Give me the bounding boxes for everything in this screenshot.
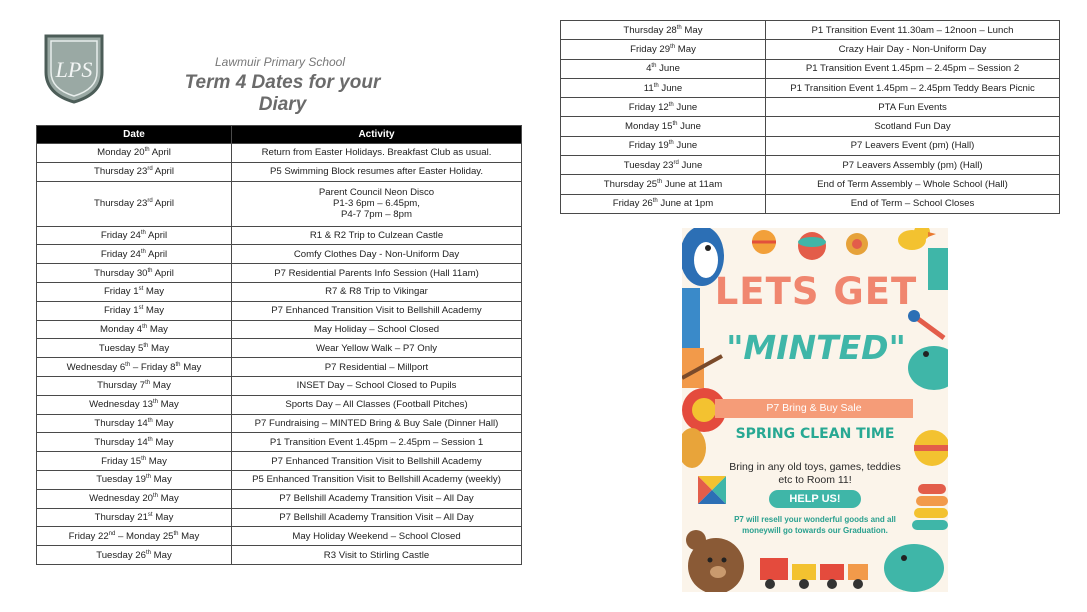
- date-cell: 4th June: [561, 59, 766, 78]
- table-row: [561, 59, 1060, 78]
- table-row: [37, 282, 522, 301]
- table-row: [37, 226, 522, 245]
- activity-cell: P7 Fundraising – MINTED Bring & Buy Sale (Dinner Hall): [232, 414, 522, 433]
- table-row: [561, 194, 1060, 213]
- date-cell: Tuesday 5th May: [37, 339, 232, 358]
- date-cell: Friday 24th April: [37, 245, 232, 264]
- table-row: [37, 489, 522, 508]
- date-cell: Friday 29th May: [561, 40, 766, 59]
- table-row: [37, 301, 522, 320]
- table-row: [37, 395, 522, 414]
- page-title: Term 4 Dates for your Diary: [184, 72, 381, 115]
- activity-cell: P5 Swimming Block resumes after Easter Holiday.: [232, 162, 522, 181]
- table-row: [561, 156, 1060, 175]
- table-row: [561, 21, 1060, 40]
- school-name: Lawmuir Primary School: [214, 55, 346, 69]
- logo-letters: LPS: [55, 57, 93, 82]
- table-row: [561, 175, 1060, 194]
- table-row: [37, 144, 522, 163]
- poster-minted: "MINTED": [726, 328, 906, 367]
- table-row: [37, 546, 522, 565]
- activity-cell: Crazy Hair Day - Non-Uniform Day: [766, 40, 1060, 59]
- date-cell: Thursday 14th May: [37, 414, 232, 433]
- bring-and-buy-poster: [682, 228, 948, 592]
- table-row: [561, 40, 1060, 59]
- date-cell: Friday 1st May: [37, 301, 232, 320]
- column-header-date: Date: [37, 126, 232, 144]
- activity-cell: P7 Enhanced Transition Visit to Bellshill Academy: [232, 301, 522, 320]
- poster-banner: P7 Bring & Buy Sale: [715, 399, 913, 418]
- table-row: [37, 508, 522, 527]
- table-row: [37, 358, 522, 377]
- date-cell: Thursday 23rd April: [37, 181, 232, 226]
- date-cell: Wednesday 13th May: [37, 395, 232, 414]
- date-cell: 11th June: [561, 78, 766, 97]
- activity-cell: Sports Day – All Classes (Football Pitches): [232, 395, 522, 414]
- activity-cell: May Holiday – School Closed: [232, 320, 522, 339]
- date-cell: Friday 19th June: [561, 136, 766, 155]
- date-cell: Friday 1st May: [37, 282, 232, 301]
- activity-cell: Return from Easter Holidays. Breakfast Club as usual.: [232, 144, 522, 163]
- table-row: [37, 320, 522, 339]
- table-row: [37, 162, 522, 181]
- activity-cell: End of Term Assembly – Whole School (Hall): [766, 175, 1060, 194]
- poster-footer: P7 will resell your wonderful goods and all moneywill go towards our Graduation.: [734, 515, 896, 535]
- date-cell: Friday 24th April: [37, 226, 232, 245]
- poster-headline: LETS GET: [714, 270, 918, 313]
- table-row: [37, 264, 522, 283]
- school-logo: [42, 32, 106, 104]
- date-cell: Friday 26th June at 1pm: [561, 194, 766, 213]
- activity-cell: End of Term – School Closes: [766, 194, 1060, 213]
- date-cell: Tuesday 19th May: [37, 470, 232, 489]
- activity-cell: P1 Transition Event 1.45pm – 2.45pm – Session 2: [766, 59, 1060, 78]
- activity-cell: R3 Visit to Stirling Castle: [232, 546, 522, 565]
- table-row: [37, 527, 522, 546]
- activity-cell: R1 & R2 Trip to Culzean Castle: [232, 226, 522, 245]
- date-cell: Tuesday 26th May: [37, 546, 232, 565]
- date-cell: Thursday 23rd April: [37, 162, 232, 181]
- table-row: [37, 414, 522, 433]
- activity-cell: P7 Leavers Assembly (pm) (Hall): [766, 156, 1060, 175]
- table-row: [37, 452, 522, 471]
- date-cell: Thursday 14th May: [37, 433, 232, 452]
- activity-cell: R7 & R8 Trip to Vikingar: [232, 282, 522, 301]
- activity-cell: P7 Enhanced Transition Visit to Bellshill Academy: [232, 452, 522, 471]
- date-cell: Friday 22nd – Monday 25th May: [37, 527, 232, 546]
- table-row: [561, 78, 1060, 97]
- term-dates-table-left: [36, 125, 522, 565]
- activity-cell: P1 Transition Event 1.45pm – 2.45pm Teddy Bears Picnic: [766, 78, 1060, 97]
- date-cell: Monday 20th April: [37, 144, 232, 163]
- poster-subhead: SPRING CLEAN TIME: [735, 426, 895, 442]
- table-row: [561, 136, 1060, 155]
- activity-cell: Comfy Clothes Day - Non-Uniform Day: [232, 245, 522, 264]
- date-cell: Monday 15th June: [561, 117, 766, 136]
- table-row: [37, 433, 522, 452]
- activity-cell: May Holiday Weekend – School Closed: [232, 527, 522, 546]
- date-cell: Thursday 30th April: [37, 264, 232, 283]
- activity-cell: INSET Day – School Closed to Pupils: [232, 376, 522, 395]
- table-row: [37, 245, 522, 264]
- activity-cell: P7 Bellshill Academy Transition Visit – All Day: [232, 508, 522, 527]
- date-cell: Friday 12th June: [561, 98, 766, 117]
- date-cell: Tuesday 23rd June: [561, 156, 766, 175]
- date-cell: Thursday 25th June at 11am: [561, 175, 766, 194]
- date-cell: Thursday 7th May: [37, 376, 232, 395]
- activity-cell: Scotland Fun Day: [766, 117, 1060, 136]
- date-cell: Friday 15th May: [37, 452, 232, 471]
- activity-cell: Wear Yellow Walk – P7 Only: [232, 339, 522, 358]
- poster-body: Bring in any old toys, games, teddies etc to Room 11!: [729, 461, 901, 486]
- activity-cell: P7 Bellshill Academy Transition Visit – All Day: [232, 489, 522, 508]
- date-cell: Thursday 21st May: [37, 508, 232, 527]
- activity-cell: P7 Residential Parents Info Session (Hall 11am): [232, 264, 522, 283]
- activity-cell: P5 Enhanced Transition Visit to Bellshill Academy (weekly): [232, 470, 522, 489]
- table-header-row: [37, 126, 522, 144]
- table-row: [37, 339, 522, 358]
- activity-cell: P7 Residential – Millport: [232, 358, 522, 377]
- date-cell: Monday 4th May: [37, 320, 232, 339]
- date-cell: Wednesday 20th May: [37, 489, 232, 508]
- activity-cell: P1 Transition Event 11.30am – 12noon – Lunch: [766, 21, 1060, 40]
- table-row: [561, 117, 1060, 136]
- term-dates-table-right: [560, 20, 1060, 214]
- activity-cell: P7 Leavers Event (pm) (Hall): [766, 136, 1060, 155]
- table-row: [37, 470, 522, 489]
- help-us-badge: HELP US!: [769, 490, 861, 508]
- table-row: [37, 181, 522, 226]
- column-header-activity: Activity: [232, 126, 522, 144]
- activity-cell: PTA Fun Events: [766, 98, 1060, 117]
- table-row: [561, 98, 1060, 117]
- date-cell: Thursday 28th May: [561, 21, 766, 40]
- table-row: [37, 376, 522, 395]
- activity-cell: P1 Transition Event 1.45pm – 2.45pm – Session 1: [232, 433, 522, 452]
- activity-cell: Parent Council Neon Disco P1-3 6pm – 6.45pm, P4-7 7pm – 8pm: [232, 181, 522, 226]
- date-cell: Wednesday 6th – Friday 8th May: [37, 358, 232, 377]
